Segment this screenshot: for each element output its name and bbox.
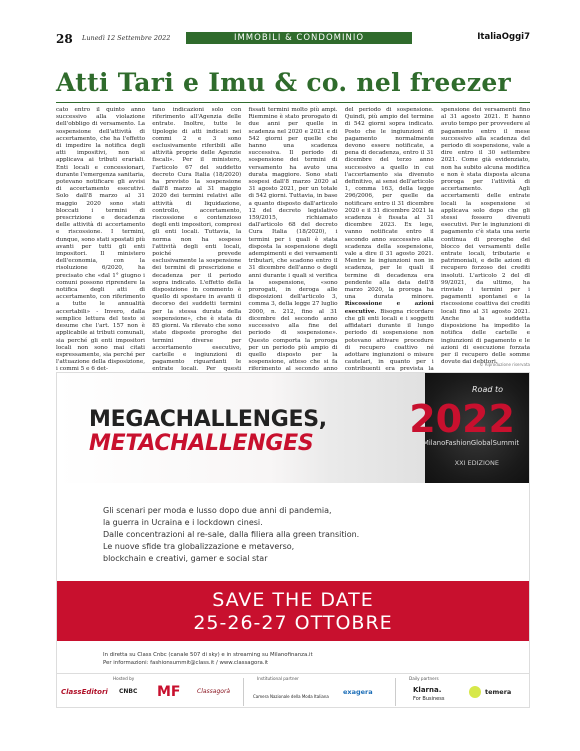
sponsor-divider — [395, 678, 396, 706]
ad-description-line: Le nuove sfide tra globalizzazione e metaverso, — [103, 542, 295, 551]
ad-description-line: Gli scenari per moda e lusso dopo due anni di pandemia, — [103, 506, 332, 515]
section-label: IMMOBILI & CONDOMINIO — [186, 32, 412, 44]
ad-contact-info[interactable]: Per informazioni: fashionsummit@class.it / www.classagora.it — [103, 660, 269, 666]
article-headline: Atti Tari e Imu & co. nel freezer — [56, 68, 512, 97]
advertisement[interactable] — [56, 372, 530, 708]
ad-description-line: la guerra in Ucraina e i lockdown cinesi. — [103, 518, 263, 527]
temera-logo: temera — [485, 688, 512, 696]
klarna-sub-logo: For Business — [413, 696, 445, 702]
ad-description-line: Dalle concentrazioni al re-sale, dalla filiera alla green transition. — [103, 530, 360, 539]
article-column-2: tano indicazioni solo con riferimento all'Agenzia delle entrate. Inoltre, tutte le tipologie di atti indicati nei commi 2 e 3 sono esclusivamente riferibili alle attività proprie delle Agenzie fiscali». Per il ministero, l'articolo 67 del suddetto decreto Cura Italia (18/2020) ha previsto la sospensione dall'8 marzo al 31 maggio 2020 dei termini relativi alle attività di liquidazione, controllo, accertamento, riscossione e contenzioso degli enti impositori, compresi gli enti locali. Tuttavia, la norma non ha sospeso l'attività degli enti locali, poiché prevede esclusivamente la sospensione dei termini di prescrizione e decadenza per il periodo sopra indicato. L'effetto della disposizione in commento è quello di spostare in avanti il decorso dei suddetti termini per la stessa durata della sospensione», che è stata di 85 giorni. Va rilevato che sono state disposte proroghe dei termini diverse per accertamento esecutivo, cartelle e ingiunzioni di pagamento riguardanti le entrate locali. Per questi — [152, 107, 242, 373]
ad-description-line: blockchain e creativi, gamer e social star — [103, 554, 268, 563]
article-column-3: fissati termini molto più ampi. Riemmine è stato prorogato di due anni per quelle in scadenza nel 2020 e 2021 e di 542 giorni per quelle che hanno una scadenza successiva. Il periodo di sospensione dei termini di versamento ha avuto una durata maggiore. Sono stati sospesi dall'8 marzo 2020 al 31 agosto 2021, per un totale di 542 giorni. Tuttavia, in base a quanto disposto dall'articolo 12 del decreto legislativo 159/2015, richiamato dall'articolo 68 del decreto Cura Italia (18/2020), i termini per i quali è stata disposta la sospensione degli adempimenti e dei versamenti tributari, che scadono entro il 31 dicembre dell'anno o degli anni durante i quali si verifica la sospensione, «sono prorogati, in deroga alle disposizioni dell'articolo 3, comma 3, della legge 27 luglio 2000, n. 212, fino al 31 dicembre del secondo anno successivo alla fine del periodo di sospensione». Questo comporta la proroga per un periodo più ampio di quello disposto per la sospensione, atteso che si fa riferimento al secondo anno — [248, 107, 338, 373]
event-dates: 25-26-27 OTTOBRE — [193, 612, 393, 634]
article-column-4 — [344, 107, 434, 373]
article-column-5: spensione dei versamenti fino al 31 agosto 2021. E hanno avuto tempo per provvedere al pagamento entro il mese successivo alla scadenza del periodo di sospensione, vale a dire entro il 30 settembre 2021. Come già evidenziato, non ha subito alcuna modifica e non è stata disposta alcuna proroga per l'attività di accertamento. Agli accertamenti delle entrate locali la sospensione si applicava solo dopo che gli stessi fossero divenuti esecutivi. Per le ingiunzioni di pagamento c'è stata una serie continua di proroghe del blocco dei versamenti delle entrate locali, tributarie e patrimoniali, e delle azioni di recupero forzoso dei crediti insoluti. L'articolo 2 del dl 99/2021, da ultimo, ha rinviato i termini per i pagamenti spontanei e la riscossione coattiva dei crediti locali fino al 31 agosto 2021. Anche la suddetta disposizione ha impedito la notifica delle cartelle e ingiunzioni di pagamento e le azioni di esecuzione forzata per il recupero delle somme dovute dai debitori. — [441, 107, 530, 366]
temera-icon — [469, 686, 481, 698]
mf-logo: MF — [157, 684, 181, 700]
ad-info — [103, 651, 503, 667]
save-the-date-label: SAVE THE DATE — [212, 589, 374, 611]
institutional-partner-label: Institutional partner — [257, 676, 299, 681]
page-number: 28 — [56, 32, 73, 46]
page-date: Lunedì 12 Settembre 2022 — [82, 34, 171, 42]
classagora-logo: Classagorà — [197, 688, 231, 695]
article-column-4-text: del periodo di sospensione. Quindi, più ampio del termine di 542 giorni sopra indicato. Posto che le ingiunzioni di pagamento normalmente devono essere notificate, a pena di decadenza, entro il 31 dicembre del terzo anno successivo a quello in cui l'accertamento sia divenuto definitivo, ai sensi dell'articolo 1, comma 163, della legge 296/2006, per quelle da notificare entro il 31 dicembre 2020 e il 31 dicembre 2021 la scadenza è fissata al 31 dicembre 2023. Ex lege, vanno notificate entro il secondo anno successivo alla scadenza della sospensione, vale a dire il 31 agosto 2021. Mentre le ingiunzioni non in scadenza, per le quali il termine di decadenza era pendente alla data dell'8 marzo 2020, la proroga ha una durata minore. — [344, 107, 434, 301]
ad-broadcast-info: In diretta su Class Cnbc (canale 507 di sky) e in streaming su Milanofinanza.it — [103, 652, 313, 658]
daily-partners-label: Daily partners — [409, 676, 439, 681]
ad-edition: XXI EDIZIONE — [454, 459, 499, 467]
article-column-1: cato entro il quinto anno successivo alla violazione dell'obbligo di versamento. La sospensione dell'attività di accertamento, che ha l'effetto di impedire la notifica degli atti impositivi, non si applicava ai tributi erariali. Enti locali e concessionari, durante l'emergenza sanitaria, potevano notificare gli avvisi di accertamento esecutivi. Solo dall'8 marzo al 31 maggio 2020 sono stati bloccati i termini di prescrizione e decadenza delle attività di accertamento e riscossione. I termini, dunque, sono stati spostati più avanti per tutti gli enti impositori. Il ministero dell'economia, con la risoluzione 6/2020, ha precisato che «dal 1° giugno i comuni possono riprendere la notifica degli atti di accertamento, con riferimento a tutte le annualità accertabili» - Invero, dalla semplice lettura del testo si desume che l'art. 157 non è applicabile ai tributi comunali, sia perché gli enti impositori locali non sono mai citati espressamente, sia perché per l'attuazione della disposizione, i commi 5 e 6 det- — [56, 107, 145, 373]
copyright-credit: © Riproduzione riservata — [479, 362, 530, 367]
ad-road-to: Road to — [471, 385, 503, 394]
article-body — [56, 107, 530, 373]
ad-year: 2022 — [409, 397, 515, 441]
ad-headline-2: METACHALLENGES — [89, 431, 314, 456]
cnbc-logo: CNBC — [119, 688, 138, 695]
classeditori-logo: ClassEditori — [61, 688, 108, 696]
publication-logo: ItaliaOggi7 — [477, 32, 530, 42]
page-header — [56, 32, 530, 46]
article-subhead: Riscossione e azioni esecutive. — [344, 301, 434, 315]
save-the-date-banner — [57, 581, 529, 641]
camera-moda-logo: Camera Nazionale della Moda Italiana — [253, 694, 329, 699]
ad-summit-name: MilanoFashionGlobalSummit — [422, 439, 519, 447]
exagera-logo: exagera — [343, 688, 373, 696]
headline-rule — [56, 102, 530, 103]
klarna-logo: Klarna. — [413, 686, 442, 694]
hosted-by-label: Hosted by — [113, 676, 135, 681]
ad-description — [103, 505, 503, 565]
sponsor-divider — [243, 678, 244, 706]
article-subhead-text: Bisogna ricordare che gli enti locali e i soggetti affidatari durante il lungo periodo di sospensione non potevano attivare procedure di recupero coattivo né adottare ingiunzioni o misure cautelari, in quanto per i contribuenti era prevista la — [344, 308, 434, 373]
sponsor-bar — [57, 673, 529, 710]
ad-headline-1: MEGACHALLENGES, — [89, 407, 327, 432]
